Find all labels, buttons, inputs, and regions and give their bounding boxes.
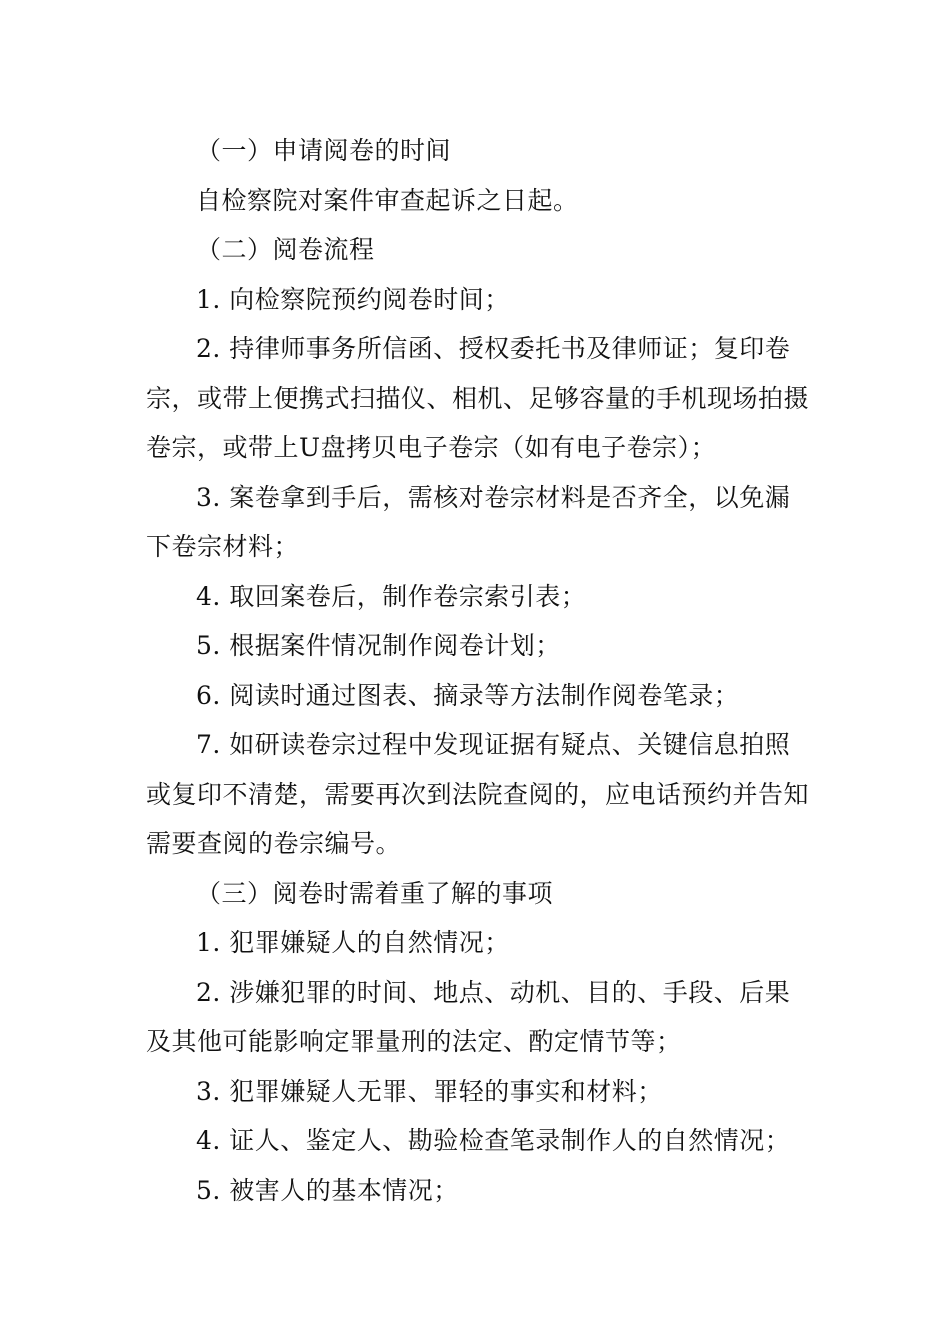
list-item: 3. 犯罪嫌疑人无罪、罪轻的事实和材料； — [196, 1076, 663, 1106]
list-item: 4. 证人、鉴定人、勘验检查笔录制作人的自然情况； — [196, 1126, 791, 1155]
list-item: 5. 根据案件情况制作阅卷计划； — [196, 631, 561, 660]
list-item: 2. 持律师事务所信函、授权委托书及律师证；复印卷宗，或带上便携式扫描仪、相机、足够容量的手机现场拍摄卷宗，或带上U盘拷贝电子卷宗（如有电子卷宗）； — [146, 334, 810, 462]
section-heading-2: （二）阅卷流程 — [196, 235, 375, 264]
list-item: 7. 如研读卷宗过程中发现证据有疑点、关键信息拍照或复印不清楚，需要再次到法院查阅的，应电话预约并告知需要查阅的卷宗编号。 — [146, 730, 810, 858]
section-heading-1: （一）申请阅卷的时间 — [196, 136, 452, 165]
list-item: 1. 向检察院预约阅卷时间； — [196, 284, 510, 314]
list-item: 1. 犯罪嫌疑人的自然情况； — [196, 928, 510, 957]
paragraph: 自检察院对案件审查起诉之日起。 — [196, 185, 579, 215]
section-heading-3: （三）阅卷时需着重了解的事项 — [196, 878, 554, 908]
list-item: 5. 被害人的基本情况； — [196, 1175, 459, 1205]
document-body — [146, 126, 814, 1215]
list-item: 2. 涉嫌犯罪的时间、地点、动机、目的、手段、后果及其他可能影响定罪量刑的法定、酌定情节等； — [146, 977, 791, 1056]
list-item: 6. 阅读时通过图表、摘录等方法制作阅卷笔录； — [196, 680, 740, 710]
list-item: 3. 案卷拿到手后，需核对卷宗材料是否齐全，以免漏下卷宗材料； — [146, 482, 791, 561]
list-item: 4. 取回案卷后，制作卷宗索引表； — [196, 581, 587, 611]
